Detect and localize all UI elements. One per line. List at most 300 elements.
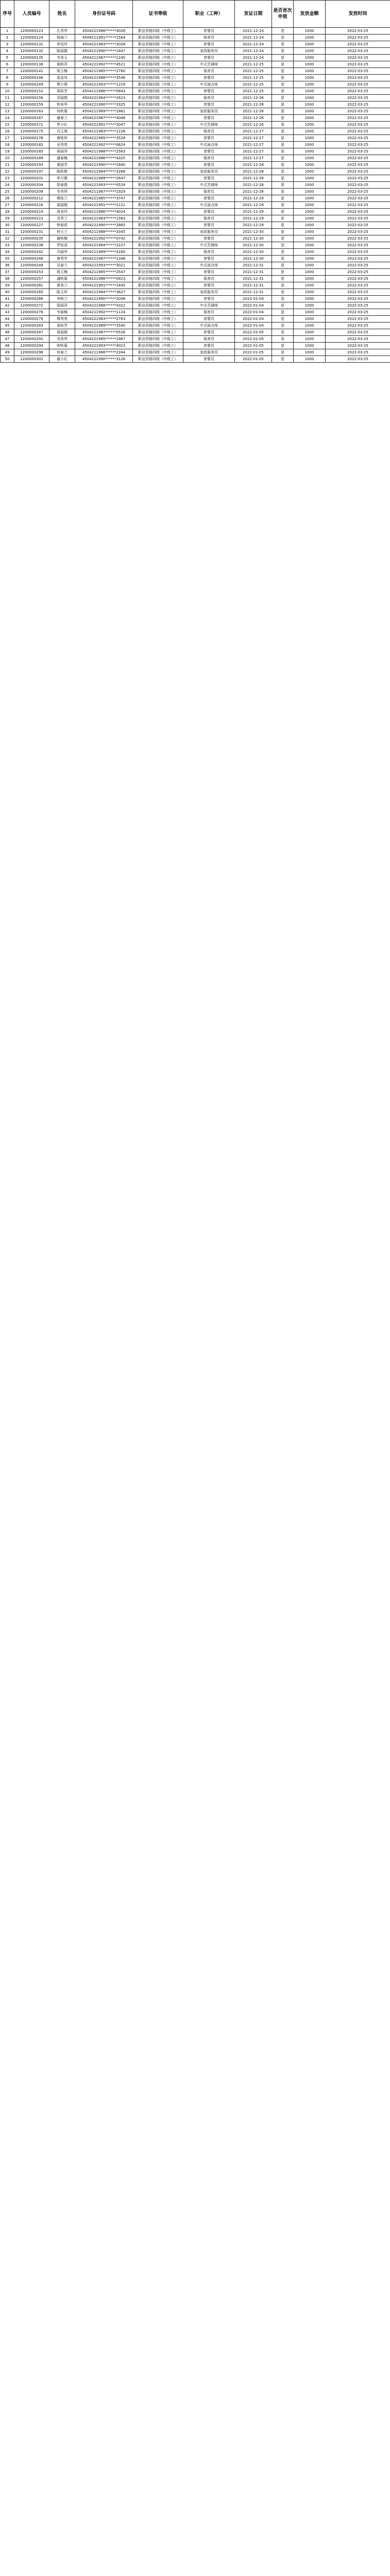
cell-amount: 1000 (294, 122, 326, 128)
cell-id-number: 4504221984******2623 (75, 95, 133, 101)
cell-first-claim: 是 (272, 75, 294, 81)
cell-issue-date: 2021-12-27 (235, 155, 272, 162)
cell-payment-date: 2022-03-25 (326, 343, 390, 349)
cell-payment-date: 2022-03-25 (326, 356, 390, 363)
cell-id-number: 4504221988******4322 (75, 302, 133, 309)
cell-name: 覃桂兰 (49, 195, 75, 202)
cell-payment-date: 2022-03-25 (326, 242, 390, 249)
table-row (1, 41, 390, 48)
cell-person-id: 1200000197 (14, 168, 49, 175)
cell-certificate-level: 职业资格四级（中级工） (133, 162, 183, 168)
cell-index: 48 (1, 343, 14, 349)
table-row (1, 229, 390, 235)
cell-name: 莫桂芳 (49, 323, 75, 329)
cell-person-id: 1200000163 (14, 108, 49, 115)
cell-id-number: 4504221986******0923 (75, 276, 133, 282)
cell-name: 吴春兰 (49, 262, 75, 269)
cell-amount: 1000 (294, 256, 326, 262)
cell-first-claim: 是 (272, 101, 294, 108)
table-row (1, 28, 390, 35)
cell-person-id: 1200000131 (14, 41, 49, 48)
cell-payment-date: 2022-03-25 (326, 162, 390, 168)
table-header-row (1, 1, 390, 28)
cell-index: 3 (1, 41, 14, 48)
cell-person-id: 1200000235 (14, 235, 49, 242)
cell-certificate-level: 职业资格四级（中级工） (133, 282, 183, 289)
cell-issue-date: 2021-12-30 (235, 256, 272, 262)
cell-occupation: 中式面点师 (183, 262, 235, 269)
cell-issue-date: 2021-12-30 (235, 249, 272, 256)
cell-name: 谢春兰 (49, 115, 75, 122)
cell-person-id: 1200000208 (14, 189, 49, 195)
cell-certificate-level: 职业资格四级（中级工） (133, 276, 183, 282)
cell-issue-date: 2021-12-24 (235, 35, 272, 41)
cell-certificate-level: 职业资格四级（中级工） (133, 309, 183, 316)
cell-issue-date: 2021-12-24 (235, 28, 272, 35)
cell-payment-date: 2022-03-25 (326, 282, 390, 289)
cell-issue-date: 2021-12-25 (235, 61, 272, 68)
cell-occupation: 中式烹调师 (183, 302, 235, 309)
table-row (1, 269, 390, 276)
cell-certificate-level: 职业资格四级（中级工） (133, 41, 183, 48)
cell-index: 32 (1, 235, 14, 242)
cell-id-number: 4504221991******2121 (75, 202, 133, 209)
cell-certificate-level: 职业资格四级（中级工） (133, 215, 183, 222)
cell-index: 10 (1, 88, 14, 95)
cell-occupation: 育婴员 (183, 88, 235, 95)
cell-certificate-level: 职业资格四级（中级工） (133, 61, 183, 68)
table-row (1, 155, 390, 162)
cell-issue-date: 2022-01-04 (235, 296, 272, 302)
cell-amount: 1000 (294, 209, 326, 215)
cell-index: 11 (1, 95, 14, 101)
cell-first-claim: 是 (272, 88, 294, 95)
cell-occupation: 育婴员 (183, 28, 235, 35)
cell-index: 29 (1, 215, 14, 222)
cell-id-number: 4504211987******1929 (75, 189, 133, 195)
cell-id-number: 4504211992******1124 (75, 309, 133, 316)
cell-first-claim: 是 (272, 289, 294, 296)
cell-amount: 1000 (294, 88, 326, 95)
cell-first-claim: 是 (272, 135, 294, 142)
cell-name: 周美玲 (49, 209, 75, 215)
cell-id-number: 4504221990******2048 (75, 296, 133, 302)
cell-payment-date: 2022-03-25 (326, 256, 390, 262)
cell-person-id: 1200000212 (14, 195, 49, 202)
table-row (1, 235, 390, 242)
cell-payment-date: 2022-03-25 (326, 182, 390, 189)
cell-payment-date: 2022-03-25 (326, 262, 390, 269)
cell-id-number: 4504211986******0843 (75, 88, 133, 95)
table-row (1, 349, 390, 356)
cell-occupation: 家政服务员 (183, 229, 235, 235)
cell-issue-date: 2021-12-29 (235, 209, 272, 215)
cell-occupation: 育婴员 (183, 269, 235, 276)
cell-first-claim: 是 (272, 142, 294, 148)
cell-person-id: 1200000261 (14, 282, 49, 289)
cell-payment-date: 2022-03-25 (326, 309, 390, 316)
cell-first-claim: 是 (272, 108, 294, 115)
cell-amount: 1000 (294, 162, 326, 168)
table-row (1, 276, 390, 282)
cell-issue-date: 2021-12-29 (235, 222, 272, 229)
cell-name: 莫金凤 (49, 75, 75, 81)
cell-occupation: 育婴员 (183, 148, 235, 155)
cell-first-claim: 是 (272, 282, 294, 289)
cell-payment-date: 2022-03-25 (326, 336, 390, 343)
cell-amount: 1000 (294, 68, 326, 75)
cell-name: 潘秋菊 (49, 276, 75, 282)
cell-id-number: 4504221987******1348 (75, 256, 133, 262)
cell-id-number: 4504221983******2763 (75, 316, 133, 323)
cell-name: 吴秀英 (49, 142, 75, 148)
cell-person-id: 1200000279 (14, 316, 49, 323)
cell-index: 16 (1, 128, 14, 135)
cell-id-number: 4504221984******2227 (75, 242, 133, 249)
cell-name: 梁春燕 (49, 182, 75, 189)
cell-issue-date: 2021-12-31 (235, 282, 272, 289)
cell-name: 韦秀珍 (49, 189, 75, 195)
cell-amount: 1000 (294, 61, 326, 68)
cell-certificate-level: 职业资格四级（中级工） (133, 343, 183, 349)
column-header-index: 序号 (1, 1, 14, 28)
cell-occupation: 育婴员 (183, 75, 235, 81)
cell-index: 22 (1, 168, 14, 175)
cell-occupation: 保育员 (183, 95, 235, 101)
cell-name: 唐桂珍 (49, 135, 75, 142)
cell-name: 莫丽娟 (49, 202, 75, 209)
table-row (1, 343, 390, 349)
cell-index: 35 (1, 256, 14, 262)
cell-occupation: 保育员 (183, 309, 235, 316)
cell-id-number: 4504221991******2047 (75, 122, 133, 128)
cell-person-id: 1200000152 (14, 88, 49, 95)
cell-first-claim: 是 (272, 323, 294, 329)
cell-person-id: 1200000201 (14, 175, 49, 182)
cell-payment-date: 2022-03-25 (326, 122, 390, 128)
cell-person-id: 1200000216 (14, 202, 49, 209)
cell-payment-date: 2022-03-25 (326, 175, 390, 182)
cell-issue-date: 2021-12-25 (235, 68, 272, 75)
cell-first-claim: 是 (272, 115, 294, 122)
cell-first-claim: 是 (272, 28, 294, 35)
cell-first-claim: 是 (272, 35, 294, 41)
cell-name: 唐秀芳 (49, 256, 75, 262)
cell-first-claim: 是 (272, 262, 294, 269)
cell-person-id: 1200000268 (14, 296, 49, 302)
cell-name: 钟春花 (49, 222, 75, 229)
cell-amount: 1000 (294, 48, 326, 55)
cell-id-number: 4504221993******4023 (75, 343, 133, 349)
cell-issue-date: 2021-12-26 (235, 122, 272, 128)
cell-name: 杨海兰 (49, 35, 75, 41)
cell-occupation: 家政服务员 (183, 48, 235, 55)
cell-index: 14 (1, 115, 14, 122)
cell-person-id: 1200000189 (14, 155, 49, 162)
cell-person-id: 1200000238 (14, 242, 49, 249)
cell-issue-date: 2021-12-25 (235, 75, 272, 81)
cell-person-id: 1200000249 (14, 262, 49, 269)
cell-amount: 1000 (294, 28, 326, 35)
cell-id-number: 4504211988******3345 (75, 229, 133, 235)
cell-issue-date: 2021-12-27 (235, 142, 272, 148)
cell-first-claim: 是 (272, 55, 294, 61)
cell-id-number: 4504221990******2865 (75, 222, 133, 229)
cell-first-claim: 是 (272, 122, 294, 128)
cell-first-claim: 是 (272, 343, 294, 349)
cell-first-claim: 是 (272, 202, 294, 209)
cell-name: 周桂芳 (49, 88, 75, 95)
cell-name: 周丽娟 (49, 329, 75, 336)
cell-payment-date: 2022-03-25 (326, 349, 390, 356)
cell-index: 38 (1, 276, 14, 282)
cell-certificate-level: 职业资格四级（中级工） (133, 222, 183, 229)
cell-index: 49 (1, 349, 14, 356)
cell-issue-date: 2021-12-30 (235, 235, 272, 242)
cell-payment-date: 2022-03-25 (326, 88, 390, 95)
cell-amount: 1000 (294, 75, 326, 81)
cell-id-number: 4504221985******1967 (75, 336, 133, 343)
table-row (1, 202, 390, 209)
cell-name: 陈丽霞 (49, 48, 75, 55)
cell-amount: 1000 (294, 229, 326, 235)
cell-index: 30 (1, 222, 14, 229)
table-row (1, 296, 390, 302)
table-row (1, 48, 390, 55)
cell-index: 37 (1, 269, 14, 276)
cell-amount: 1000 (294, 115, 326, 122)
cell-person-id: 1200000167 (14, 115, 49, 122)
cell-id-number: 4504221986******4325 (75, 155, 133, 162)
cell-occupation: 保育员 (183, 215, 235, 222)
cell-first-claim: 是 (272, 276, 294, 282)
cell-amount: 1000 (294, 142, 326, 148)
cell-name: 蒋玉梅 (49, 269, 75, 276)
table-row (1, 209, 390, 215)
cell-occupation: 育婴员 (183, 115, 235, 122)
cell-id-number: 4504221983******3028 (75, 41, 133, 48)
cell-person-id: 1200000257 (14, 276, 49, 282)
cell-first-claim: 是 (272, 222, 294, 229)
cell-amount: 1000 (294, 323, 326, 329)
cell-id-number: 4504221989******3540 (75, 323, 133, 329)
cell-name: 冯玉莲 (49, 128, 75, 135)
cell-certificate-level: 职业资格四级（中级工） (133, 28, 183, 35)
table-row (1, 289, 390, 296)
cell-certificate-level: 职业资格四级（中级工） (133, 48, 183, 55)
cell-issue-date: 2021-12-31 (235, 262, 272, 269)
cell-amount: 1000 (294, 329, 326, 336)
cell-payment-date: 2022-03-25 (326, 28, 390, 35)
cell-person-id: 1200000175 (14, 128, 49, 135)
cell-payment-date: 2022-03-25 (326, 155, 390, 162)
cell-certificate-level: 职业资格四级（中级工） (133, 316, 183, 323)
cell-certificate-level: 职业资格四级（中级工） (133, 155, 183, 162)
cell-certificate-level: 职业资格四级（中级工） (133, 108, 183, 115)
cell-certificate-level: 职业资格四级（中级工） (133, 81, 183, 88)
cell-name: 李凤玲 (49, 41, 75, 48)
cell-issue-date: 2021-12-31 (235, 269, 272, 276)
cell-amount: 1000 (294, 95, 326, 101)
cell-id-number: 4504221992******0742 (75, 235, 133, 242)
table-row (1, 215, 390, 222)
cell-name: 谢秋梅 (49, 235, 75, 242)
cell-name: 罗桂香 (49, 242, 75, 249)
cell-name: 陈秋艳 (49, 168, 75, 175)
cell-index: 33 (1, 242, 14, 249)
cell-index: 5 (1, 55, 14, 61)
cell-index: 44 (1, 316, 14, 323)
table-row (1, 115, 390, 122)
cell-first-claim: 是 (272, 162, 294, 168)
cell-index: 20 (1, 155, 14, 162)
cell-index: 45 (1, 323, 14, 329)
subsidy-table (0, 0, 390, 363)
cell-certificate-level: 职业资格四级（中级工） (133, 296, 183, 302)
cell-issue-date: 2022-01-04 (235, 316, 272, 323)
cell-occupation: 中式烹调师 (183, 242, 235, 249)
cell-amount: 1000 (294, 316, 326, 323)
table-row (1, 68, 390, 75)
cell-certificate-level: 职业资格四级（中级工） (133, 269, 183, 276)
cell-name: 钟美华 (49, 101, 75, 108)
cell-person-id: 1200000132 (14, 48, 49, 55)
table-row (1, 323, 390, 329)
cell-occupation: 育婴员 (183, 135, 235, 142)
table-row (1, 182, 390, 189)
cell-payment-date: 2022-03-25 (326, 61, 390, 68)
cell-first-claim: 是 (272, 309, 294, 316)
cell-person-id: 1200000171 (14, 122, 49, 128)
table-body (1, 28, 390, 363)
cell-amount: 1000 (294, 269, 326, 276)
cell-payment-date: 2022-03-25 (326, 276, 390, 282)
cell-occupation: 育婴员 (183, 55, 235, 61)
cell-name: 陈玉珍 (49, 289, 75, 296)
cell-index: 36 (1, 262, 14, 269)
cell-index: 26 (1, 195, 14, 202)
cell-index: 1 (1, 28, 14, 35)
cell-person-id: 1200000146 (14, 75, 49, 81)
cell-person-id: 1200000265 (14, 289, 49, 296)
cell-amount: 1000 (294, 135, 326, 142)
cell-issue-date: 2022-01-05 (235, 336, 272, 343)
cell-id-number: 4504211987******1245 (75, 55, 133, 61)
cell-occupation: 家政服务员 (183, 349, 235, 356)
cell-issue-date: 2022-01-04 (235, 309, 272, 316)
cell-index: 4 (1, 48, 14, 55)
table-row (1, 135, 390, 142)
cell-index: 7 (1, 68, 14, 75)
cell-id-number: 4504211988******2563 (75, 148, 133, 155)
cell-occupation: 育婴员 (183, 175, 235, 182)
cell-index: 23 (1, 175, 14, 182)
table-row (1, 108, 390, 115)
cell-certificate-level: 职业资格四级（中级工） (133, 122, 183, 128)
cell-amount: 1000 (294, 296, 326, 302)
cell-certificate-level: 职业资格四级（中级工） (133, 323, 183, 329)
cell-first-claim: 是 (272, 296, 294, 302)
cell-certificate-level: 职业资格四级（中级工） (133, 349, 183, 356)
cell-index: 42 (1, 302, 14, 309)
cell-payment-date: 2022-03-25 (326, 202, 390, 209)
cell-name: 何玉兰 (49, 229, 75, 235)
cell-first-claim: 是 (272, 68, 294, 75)
cell-occupation: 育婴员 (183, 162, 235, 168)
cell-certificate-level: 职业资格四级（中级工） (133, 35, 183, 41)
table-row (1, 75, 390, 81)
cell-certificate-level: 职业资格四级（中级工） (133, 148, 183, 155)
cell-id-number: 4504211986******2344 (75, 349, 133, 356)
cell-person-id: 1200000178 (14, 135, 49, 142)
cell-occupation: 中式烹调师 (183, 122, 235, 128)
cell-person-id: 1200000124 (14, 35, 49, 41)
cell-certificate-level: 职业资格四级（中级工） (133, 302, 183, 309)
cell-first-claim: 是 (272, 148, 294, 155)
table-row (1, 35, 390, 41)
cell-occupation: 中式烹调师 (183, 61, 235, 68)
cell-certificate-level: 职业资格四级（中级工） (133, 242, 183, 249)
cell-first-claim: 是 (272, 81, 294, 88)
cell-amount: 1000 (294, 81, 326, 88)
cell-index: 39 (1, 282, 14, 289)
cell-payment-date: 2022-03-25 (326, 81, 390, 88)
cell-person-id: 1200000135 (14, 55, 49, 61)
cell-index: 19 (1, 148, 14, 155)
cell-name: 黄丽芳 (49, 162, 75, 168)
cell-index: 46 (1, 329, 14, 336)
cell-first-claim: 是 (272, 195, 294, 202)
cell-id-number: 4504221987******4048 (75, 115, 133, 122)
cell-first-claim: 是 (272, 48, 294, 55)
cell-first-claim: 是 (272, 41, 294, 48)
cell-first-claim: 是 (272, 235, 294, 242)
cell-name: 邓美华 (49, 336, 75, 343)
cell-amount: 1000 (294, 175, 326, 182)
cell-amount: 1000 (294, 302, 326, 309)
cell-amount: 1000 (294, 242, 326, 249)
cell-person-id: 1200000223 (14, 215, 49, 222)
cell-certificate-level: 职业资格四级（中级工） (133, 128, 183, 135)
cell-person-id: 1200000246 (14, 256, 49, 262)
cell-id-number: 4504211985******2547 (75, 269, 133, 276)
cell-payment-date: 2022-03-25 (326, 302, 390, 309)
cell-certificate-level: 职业资格四级（中级工） (133, 101, 183, 108)
table-row (1, 262, 390, 269)
cell-payment-date: 2022-03-25 (326, 296, 390, 302)
cell-payment-date: 2022-03-25 (326, 142, 390, 148)
cell-name: 邓丽娟 (49, 95, 75, 101)
cell-id-number: 4504221991******1445 (75, 282, 133, 289)
cell-person-id: 1200000287 (14, 329, 49, 336)
cell-payment-date: 2022-03-25 (326, 209, 390, 215)
column-header-issue-date: 发证日期 (235, 1, 272, 28)
cell-issue-date: 2021-12-26 (235, 95, 272, 101)
cell-person-id: 1200000149 (14, 81, 49, 88)
table-row (1, 302, 390, 309)
cell-index: 15 (1, 122, 14, 128)
cell-occupation: 中式面点师 (183, 142, 235, 148)
column-header-payment-date: 发放时间 (326, 1, 390, 28)
cell-amount: 1000 (294, 289, 326, 296)
cell-payment-date: 2022-03-25 (326, 168, 390, 175)
cell-payment-date: 2022-03-25 (326, 269, 390, 276)
cell-amount: 1000 (294, 182, 326, 189)
cell-occupation: 中式面点师 (183, 202, 235, 209)
column-header-person-id: 人员编号 (14, 1, 49, 28)
cell-amount: 1000 (294, 356, 326, 363)
cell-person-id: 1200000283 (14, 323, 49, 329)
